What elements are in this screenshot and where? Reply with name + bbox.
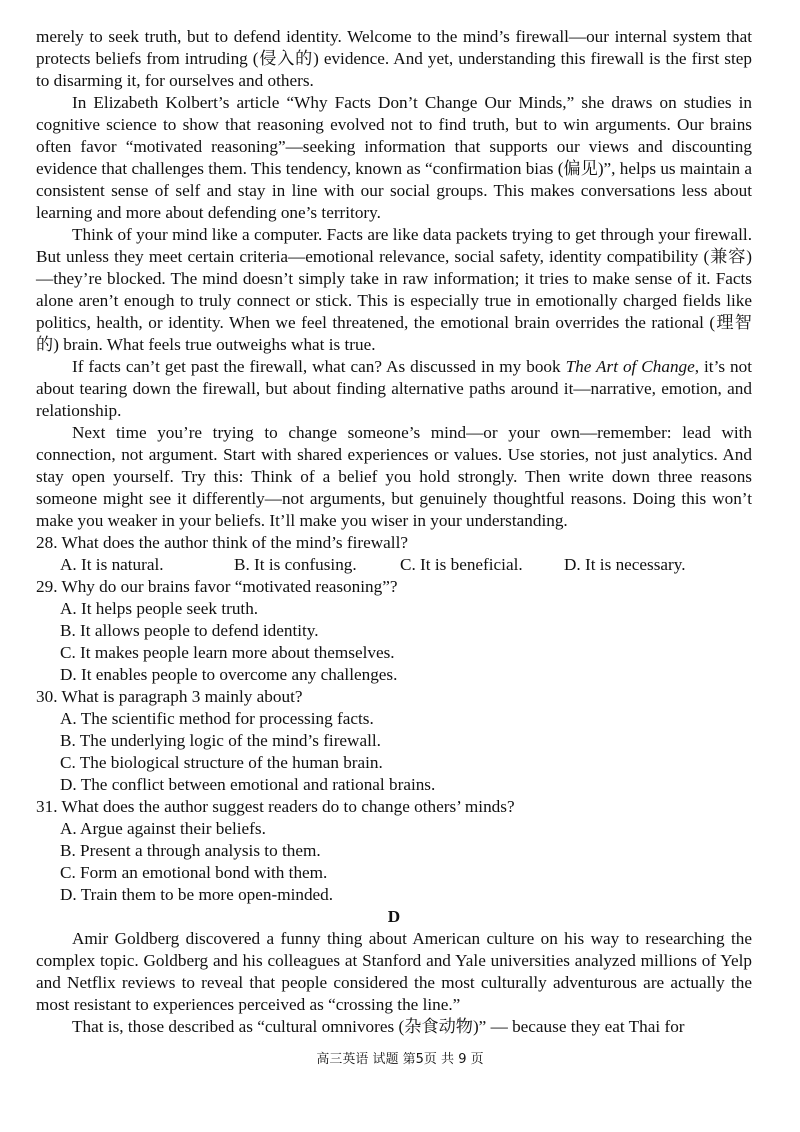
option-a[interactable]: A. The scientific method for processing facts.: [60, 709, 374, 728]
passage-c-paragraph: [36, 356, 752, 422]
passage-d-paragraph: Amir Goldberg discovered a funny thing about American culture on his way to researching the complex topic. Goldberg and his colleagues at Stanford and Yale universities analyzed millions of Yelp and Netflix reviews to reveal that people considered the most culturally adventurous are actually the most resistant to experiences perceived as “crossing the line.”: [36, 929, 752, 1014]
passage-c-block: [36, 26, 752, 1038]
option-c[interactable]: C. The biological structure of the human brain.: [60, 753, 383, 772]
section-title: D: [387, 907, 401, 926]
question-30: [36, 686, 752, 796]
option-d[interactable]: D. The conflict between emotional and rational brains.: [60, 775, 436, 794]
paragraph-text: , it’s not about tearing down the firewall, but about finding alternative paths around it—narrative, emotion, and relationship.: [36, 357, 752, 420]
option-b[interactable]: B. It allows people to defend identity.: [60, 621, 319, 640]
paragraph-text: If facts can’t get past the firewall, what can? As discussed in my book: [72, 357, 566, 376]
option-c[interactable]: C. It is beneficial.: [400, 555, 523, 574]
option-d[interactable]: D. Train them to be more open-minded.: [60, 885, 334, 904]
option-a[interactable]: A. It is natural.: [60, 555, 164, 574]
question-28: [36, 532, 752, 576]
options-row: [60, 554, 752, 576]
question-31: [36, 796, 752, 906]
question-stem: 28. What does the author think of the mind’s firewall?: [36, 533, 408, 552]
option-d[interactable]: D. It is necessary.: [564, 555, 686, 574]
passage-c-paragraph: Next time you’re trying to change someone’s mind—or your own—remember: lead with connection, not argument. Start with shared experiences or values. Use stories, not just analytics. And stay open yourself. Try this: Think of a belief you hold strongly. Then write down three reasons someone might see it differently—not arguments, but genuinely thoughtful reasons. Doing this won’t make you weaker in your beliefs. It’ll make you wiser in your understanding.: [36, 423, 752, 530]
option-b[interactable]: B. The underlying logic of the mind’s firewall.: [60, 731, 381, 750]
book-title: The Art of Change: [565, 357, 695, 376]
passage-c-paragraph: Think of your mind like a computer. Facts are like data packets trying to get through your firewall. But unless they meet certain criteria—emotional relevance, social safety, identity compatibility (兼容)—they’re blocked. The mind doesn’t simply take in raw information; it tries to make sense of it. Facts alone aren’t enough to truly connect or stick. This is especially true in emotionally charged fields like politics, health, or identity. When we feel threatened, the emotional brain overrides the rational (理智的) brain. What feels true outweighs what is true.: [36, 225, 752, 354]
passage-c-paragraph: In Elizabeth Kolbert’s article “Why Facts Don’t Change Our Minds,” she draws on studies in cognitive science to show that reasoning evolved not to find truth, but to win arguments. Our brains often favor “motivated reasoning”—seeking information that supports our views and discounting evidence that challenges them. This tendency, known as “confirmation bias (偏见)”, helps us maintain a consistent sense of self and stay in line with our social groups. This makes conversations less about learning and more about defending one’s territory.: [36, 93, 752, 222]
passage-d-paragraph: That is, those described as “cultural omnivores (杂食动物)” — because they eat Thai for: [72, 1017, 685, 1036]
option-b[interactable]: B. It is confusing.: [234, 555, 357, 574]
option-d[interactable]: D. It enables people to overcome any challenges.: [60, 665, 398, 684]
page-footer: 高三英语 试题 第5页 共 9 页: [316, 1052, 484, 1067]
question-stem: 29. Why do our brains favor “motivated reasoning”?: [36, 577, 398, 596]
option-c[interactable]: C. Form an emotional bond with them.: [60, 863, 328, 882]
question-stem: 30. What is paragraph 3 mainly about?: [36, 687, 303, 706]
option-a[interactable]: A. Argue against their beliefs.: [60, 819, 266, 838]
option-a[interactable]: A. It helps people seek truth.: [60, 599, 259, 618]
question-29: [36, 576, 752, 686]
question-stem: 31. What does the author suggest readers do to change others’ minds?: [36, 797, 515, 816]
passage-c-paragraph: merely to seek truth, but to defend identity. Welcome to the mind’s firewall—our internal system that protects beliefs from intruding (侵入的) evidence. And yet, understanding this firewall is the first step to disarming it, for ourselves and others.: [36, 27, 752, 90]
option-c[interactable]: C. It makes people learn more about themselves.: [60, 643, 395, 662]
option-b[interactable]: B. Present a through analysis to them.: [60, 841, 321, 860]
